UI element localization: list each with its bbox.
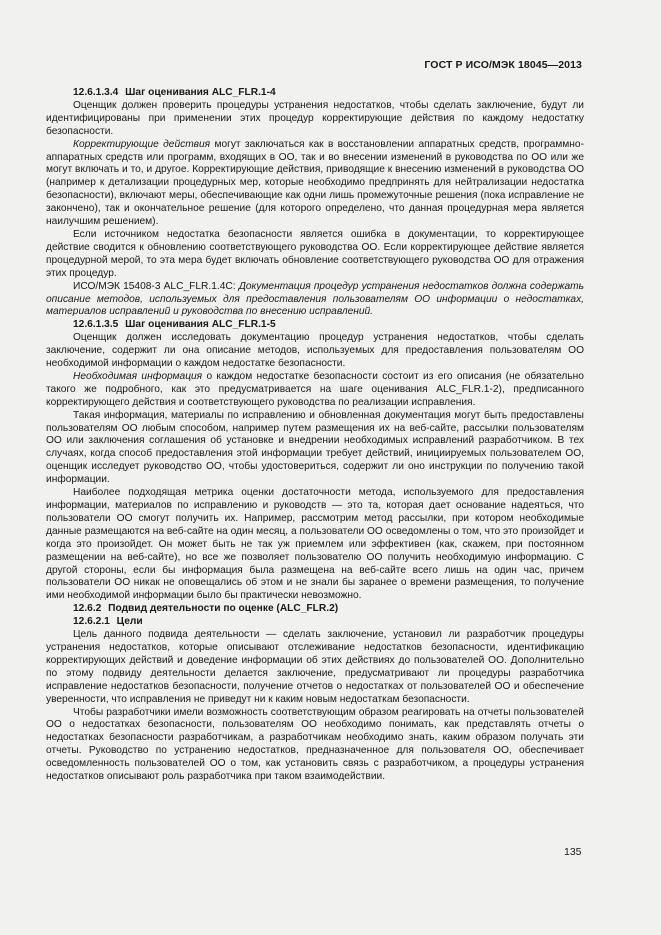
section-heading xyxy=(46,603,584,616)
paragraph: Если источником недостатка безопасности является ошибка в документации, то корректирующее действие сводится к обновлению соответствующего руководства ОО. Если корректирующее действие является процедурной мерой, то эта мера будет включать обновление соответствующего руководства ОО для отражения этих процедур. xyxy=(46,228,584,279)
section-number: 12.6.1.3.4 xyxy=(73,87,119,98)
paragraph: Наиболее подходящая метрика оценки достаточности метода, используемого для предоставления информации, материалов по исправлению и руководств — это та, которая дает основание надеяться, что пользователи ОО смогут получить их. Например, рассмотрим метод рассылки, при котором необходимые данные размещаются на веб-сайте на один месяц, а пользователи ОО осведомлены о том, что это произойдет и когда это произойдет. Он может быть не так уж приемлем или эффективен (как, скажем, при постоянном размещении на веб-сайте), но все же позволяет пользователю ОО получить необходимую информацию. С другой стороны, если бы информация была размещена на веб-сайте всего лишь на один час, причем пользователи ОО никак не оповещались об этом и не знали бы заранее о времени размещения, то получение ими необходимой информации было бы практически невозможно. xyxy=(46,487,584,602)
paragraph xyxy=(46,371,584,410)
italic-term: Корректирующие действия xyxy=(73,138,211,150)
paragraph-text: могут заключаться как в восстановлении аппаратных средств, программно-аппаратных средств или программ, входящих в ОО, так и во внесении изменений в руководства по ОО или же могут включать и то, и другое. Корректирующие действия, приводящие к внесению изменений в руководства ОО (например к детализации процедурных мер, которые необходимо предпринять для нейтрализации недостатка безопасности), включают меры, обеспечивающие как одни лишь промежуточные решения (пока исправление не закончено), так и окончательное решение (для которого определено, что данная процедурная мера является наилучшим решением). xyxy=(46,138,584,228)
requirement-text: Документация процедур устранения недостатков должна содержать описание методов, используемых для предоставления пользователям ОО информации о недостатках, материалов исправлений и руководства по внесению исправлений. xyxy=(46,280,584,318)
paragraph xyxy=(46,139,584,229)
section-heading xyxy=(46,319,584,332)
paragraph: Оценщик должен проверить процедуры устранения недостатков, чтобы сделать заключение, будут ли идентифицированы при применении этих процедур корректирующие действия по каждому недостатку безопасности. xyxy=(46,99,584,137)
paragraph: Такая информация, материалы по исправлению и обновленная документация могут быть предоставлены пользователям ОО любым способом, например путем размещения их на веб-сайте, рассылки пользователям ОО или заключения соглашения об установке и внедрении необходимых исправлений разработчиком. В тех случаях, когда способ предоставления этой информации требует действий, инициируемых пользователем ОО, оценщик исследует руководство ОО, чтобы удостовериться, содержит ли оно инструкции по получению такой информации. xyxy=(46,409,584,486)
section-title: Шаг оценивания ALC_FLR.1-5 xyxy=(125,319,276,331)
section-title: Подвид деятельности по оценке (ALC_FLR.2) xyxy=(108,603,339,615)
standard-reference: ИСО/МЭК 15408-3 ALC_FLR.1.4C: xyxy=(73,280,239,292)
paragraph: Чтобы разработчики имели возможность соответствующим образом реагировать на отчеты пользователей ОО о недостатках безопасности, пользователям ОО необходимо понимать, как представлять отчеты о недостатках безопасности разработчикам, а разработчикам необходимо знать, каким образом получать эти отчеты. Руководство по устранению недостатков, предназначенное для пользователя ОО, обеспечивает осведомленность пользователей ОО о том, как установить связь с разработчиком, а процедуры устранения недостатков описывают роль разработчика при таком взаимодействии. xyxy=(46,706,584,783)
section-title: Цели xyxy=(116,616,143,628)
paragraph-text: о каждом недостатке безопасности состоит из его описания (не обязательно такого же подробного, как это предусматривается на шаге оценивания ALC_FLR.1-2), предписанного корректирующего действия и соответствующего руководства по реализации исправления. xyxy=(46,370,584,408)
section-heading xyxy=(46,87,584,100)
section-number: 12.6.2.1 xyxy=(73,616,110,628)
italic-term: Необходимая информация xyxy=(73,370,203,382)
section-heading xyxy=(46,616,584,629)
page-number: 135 xyxy=(564,846,582,858)
paragraph: Оценщик должен исследовать документацию процедур устранения недостатков, чтобы сделать заключение, содержит ли она описание методов, используемых для предоставления пользователям ОО необходимой информации о каждом недостатке безопасности. xyxy=(46,332,584,370)
document-body xyxy=(46,87,584,784)
paragraph: Цель данного подвида деятельности — сделать заключение, установил ли разработчик процедуры устранения недостатков, которые описывают отслеживание недостатков безопасности, идентификацию корректирующих действий и доведение информации об этих действиях до пользователей ОО. Дополнительно по этому подвиду деятельности делается заключение, предусматривают ли процедуры разработчика исправление недостатков безопасности, получение отчетов о недостатках от пользователей ОО и обеспечение уверенности, что исправления не приведут ни к каким новым недостаткам безопасности. xyxy=(46,629,584,705)
document-header: ГОСТ Р ИСО/МЭК 18045—2013 xyxy=(424,59,582,71)
section-number: 12.6.1.3.5 xyxy=(73,319,119,331)
section-title: Шаг оценивания ALC_FLR.1-4 xyxy=(125,87,276,98)
section-number: 12.6.2 xyxy=(73,603,102,615)
paragraph xyxy=(46,281,584,320)
